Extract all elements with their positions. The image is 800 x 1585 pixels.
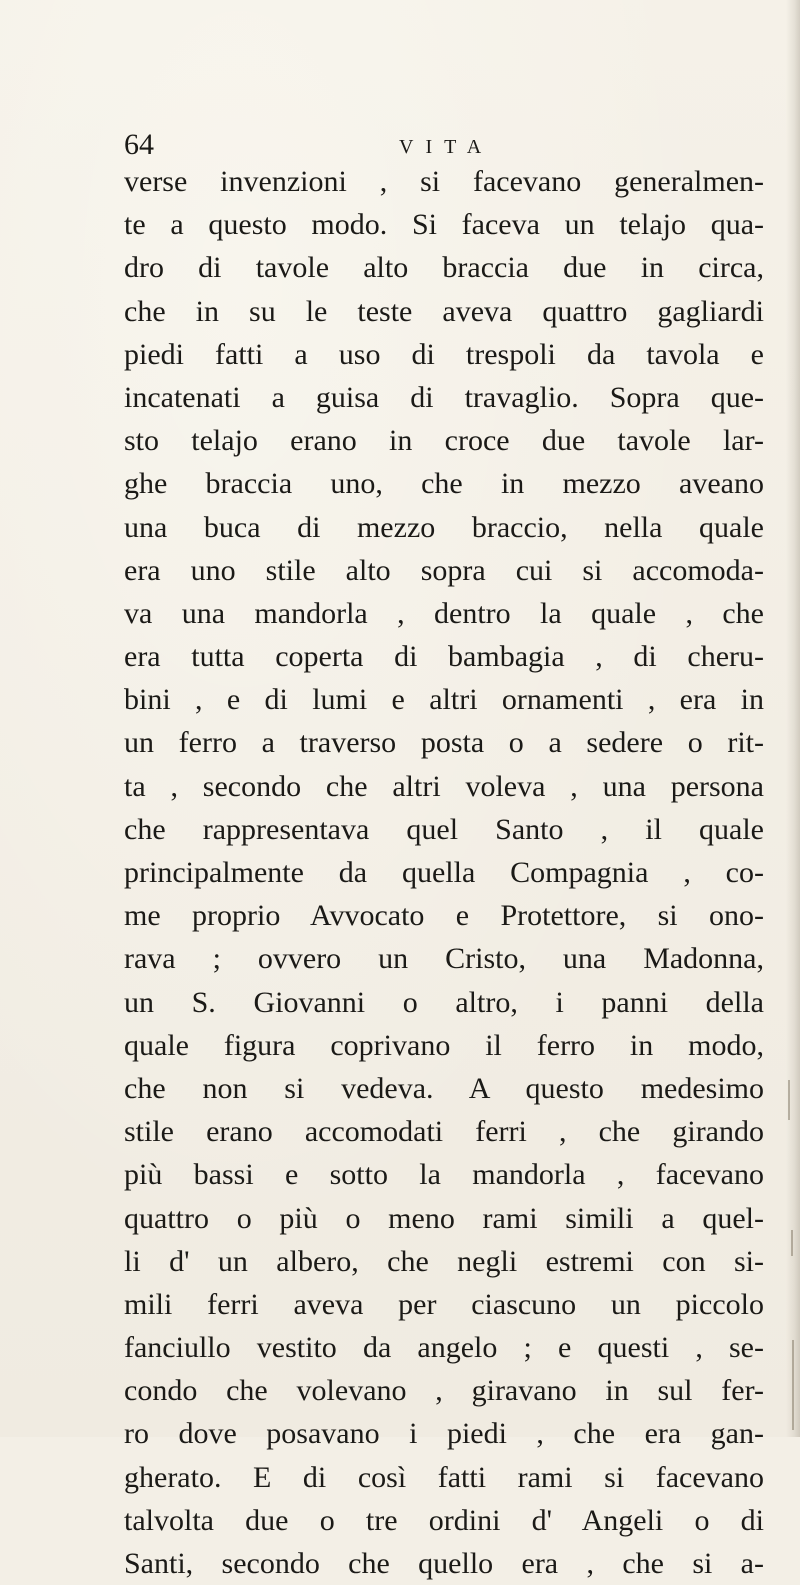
text-line: fanciullo vestito da angelo ; e questi , se- xyxy=(124,1331,764,1365)
text-line: quale figura coprivano il ferro in modo, xyxy=(124,1028,764,1062)
text-line: te a questo modo. Si faceva un telajo qua- xyxy=(124,208,764,242)
text-line: era tutta coperta di bambagia , di cheru- xyxy=(124,640,764,674)
text-line: ghe braccia uno, che in mezzo aveano xyxy=(124,467,764,501)
page-number: 64 xyxy=(124,128,154,161)
text-line: mili ferri aveva per ciascuno un piccolo xyxy=(124,1287,764,1321)
text-line: una buca di mezzo braccio, nella quale xyxy=(124,510,764,544)
text-line: stile erano accomodati ferri , che girando xyxy=(124,1115,764,1149)
text-line: Santi, secondo che quello era , che si a- xyxy=(124,1547,764,1580)
text-line: verse invenzioni , si facevano generalmen- xyxy=(124,165,764,198)
text-line: un S. Giovanni o altro, i panni della xyxy=(124,985,764,1019)
text-line: era uno stile alto sopra cui si accomoda- xyxy=(124,553,764,587)
text-line: che rappresentava quel Santo , il quale xyxy=(124,812,764,846)
text-line: va una mandorla , dentro la quale , che xyxy=(124,596,764,630)
text-line: condo che volevano , giravano in sul fer- xyxy=(124,1374,764,1408)
text-line: ta , secondo che altri voleva , una persona xyxy=(124,769,764,803)
text-line: me proprio Avvocato e Protettore, si ono- xyxy=(124,899,764,933)
text-line: piedi fatti a uso di trespoli da tavola e xyxy=(124,337,764,371)
text-line: che in su le teste aveva quattro gagliardi xyxy=(124,294,764,328)
text-line: più bassi e sotto la mandorla , facevano xyxy=(124,1158,764,1192)
text-line: rava ; ovvero un Cristo, una Madonna, xyxy=(124,942,764,976)
text-line: sto telajo erano in croce due tavole lar- xyxy=(124,424,764,458)
text-line: gherato. E di così fatti rami si facevano xyxy=(124,1460,764,1494)
text-line: li d' un albero, che negli estremi con si- xyxy=(124,1244,764,1278)
text-line: ro dove posavano i piedi , che era gan- xyxy=(124,1417,764,1451)
page-edge-shadow xyxy=(786,0,800,1437)
text-line: incatenati a guisa di travaglio. Sopra que- xyxy=(124,380,764,414)
text-line: dro di tavole alto braccia due in circa, xyxy=(124,251,764,285)
text-line: talvolta due o tre ordini d' Angeli o di xyxy=(124,1503,764,1537)
page-header xyxy=(124,128,684,162)
text-line: bini , e di lumi e altri ornamenti , era in xyxy=(124,683,764,717)
running-head: VITA xyxy=(399,136,494,158)
text-line: quattro o più o meno rami simili a quel- xyxy=(124,1201,764,1235)
body-text xyxy=(124,160,764,1585)
text-line: che non si vedeva. A questo medesimo xyxy=(124,1071,764,1105)
text-line: un ferro a traverso posta o a sedere o rit- xyxy=(124,726,764,760)
text-line: principalmente da quella Compagnia , co- xyxy=(124,856,764,889)
